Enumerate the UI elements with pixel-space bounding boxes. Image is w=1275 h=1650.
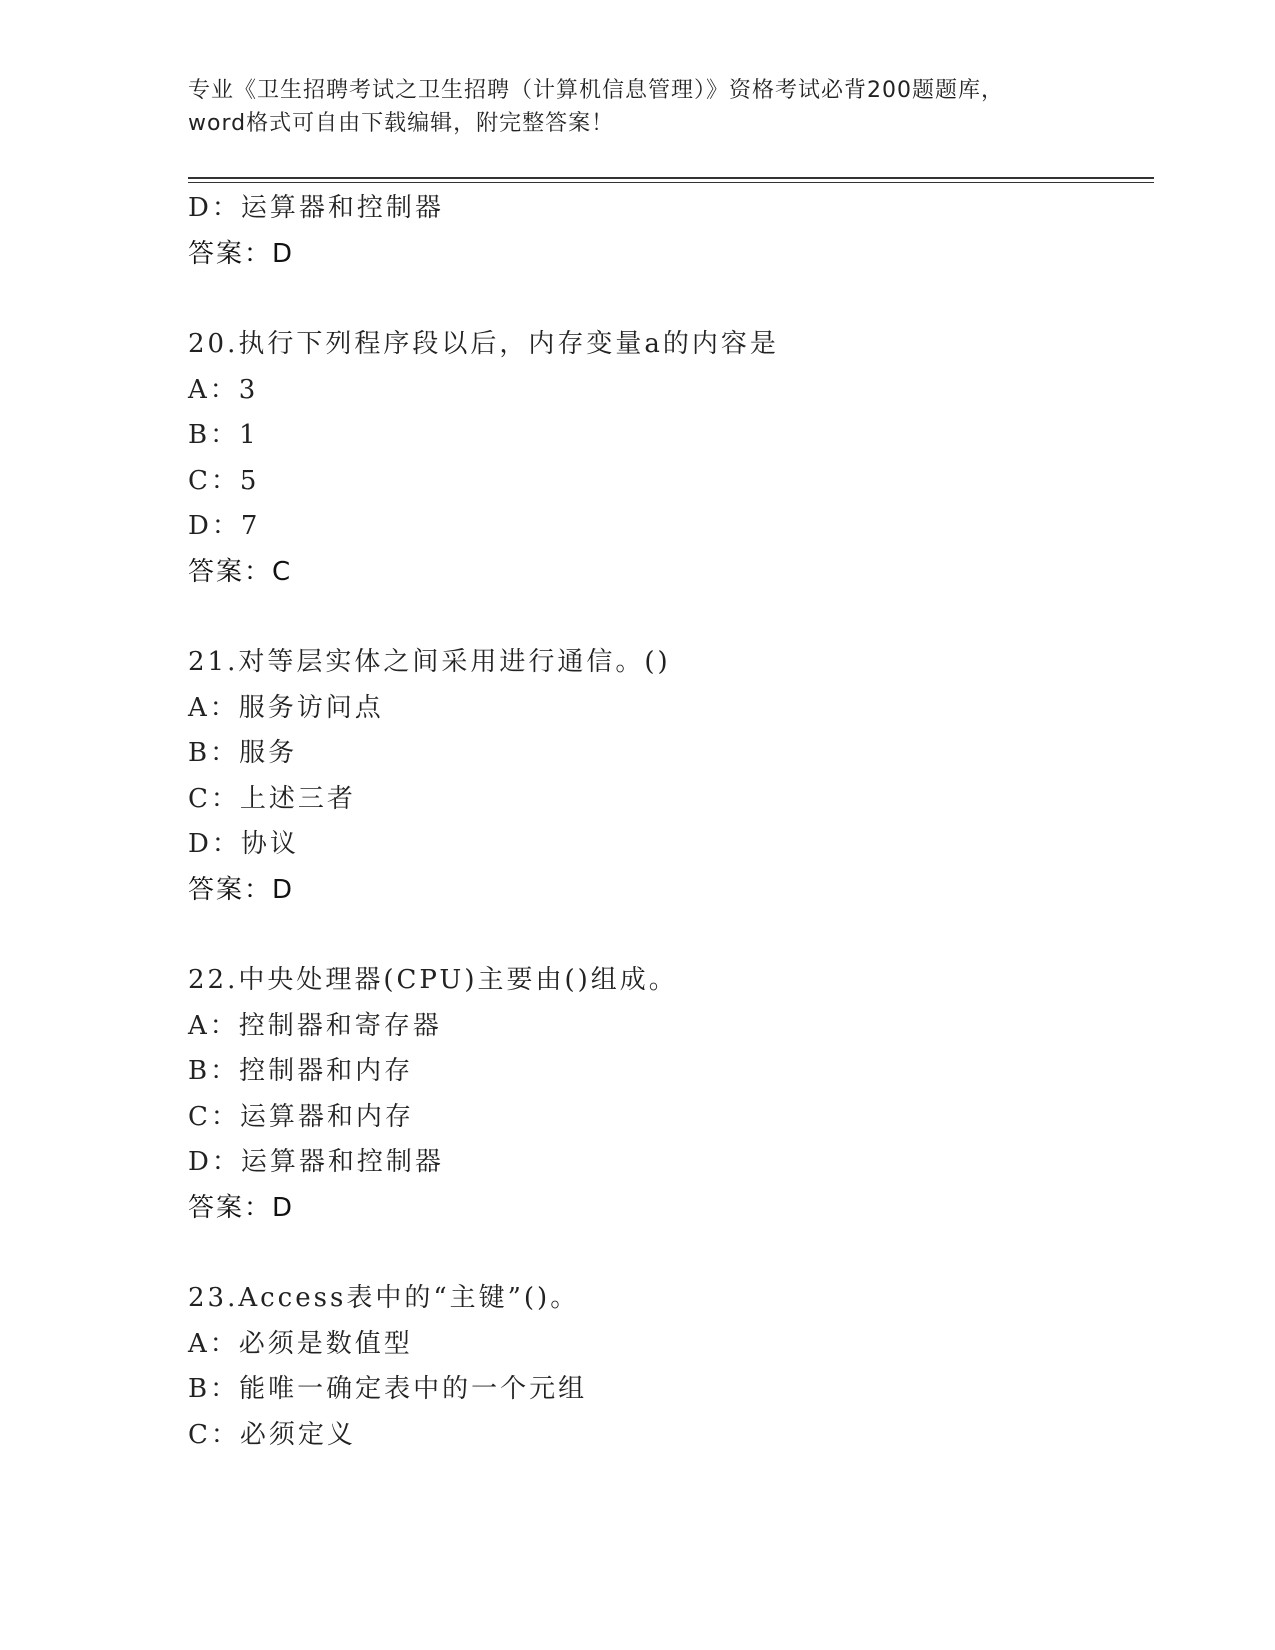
option-d: D：运算器和控制器: [188, 193, 444, 223]
answer-line: 答案：D: [188, 874, 295, 905]
option-b: B：1: [188, 420, 259, 450]
question-text: 22.中央处理器(CPU)主要由()组成。: [188, 965, 678, 995]
question-text: 23.Access表中的“主键”()。: [188, 1283, 580, 1313]
option-a: A：3: [188, 374, 259, 405]
option-c: C：必须定义: [188, 1419, 356, 1450]
option-c: C：上述三者: [188, 783, 356, 814]
header-line-2: word格式可自由下载编辑，附完整答案！: [188, 111, 615, 136]
question-block-21: [188, 640, 1148, 913]
option-d: D：协议: [188, 829, 299, 859]
option-c: C：5: [188, 465, 260, 496]
option-b: B：控制器和内存: [188, 1056, 414, 1086]
header-divider-thin: [188, 182, 1154, 183]
answer-line: 答案：D: [188, 238, 295, 269]
option-d: D：7: [188, 511, 261, 541]
option-a: A：必须是数值型: [188, 1328, 413, 1359]
header-divider-thick: [188, 177, 1154, 179]
question-text: 20.执行下列程序段以后，内存变量a的内容是: [188, 329, 779, 359]
answer-line: 答案：D: [188, 1192, 295, 1223]
question-block-23: [188, 1276, 1148, 1458]
option-d: D：运算器和控制器: [188, 1147, 444, 1177]
header-line-1: 专业《卫生招聘考试之卫生招聘（计算机信息管理）》资格考试必背200题题库，: [188, 78, 1004, 103]
question-block-20: [188, 322, 1148, 595]
option-b: B：能唯一确定表中的一个元组: [188, 1374, 588, 1404]
option-a: A：控制器和寄存器: [188, 1010, 442, 1041]
question-block-22: [188, 958, 1148, 1231]
question-text: 21.对等层实体之间采用进行通信。(): [188, 647, 671, 677]
option-c: C：运算器和内存: [188, 1101, 414, 1132]
answer-line: 答案：C: [188, 556, 293, 587]
option-a: A：服务访问点: [188, 692, 384, 723]
question-block-19: [188, 186, 1148, 277]
option-b: B：服务: [188, 738, 298, 768]
question-list: [188, 186, 1148, 1458]
document-header: [188, 74, 1088, 140]
